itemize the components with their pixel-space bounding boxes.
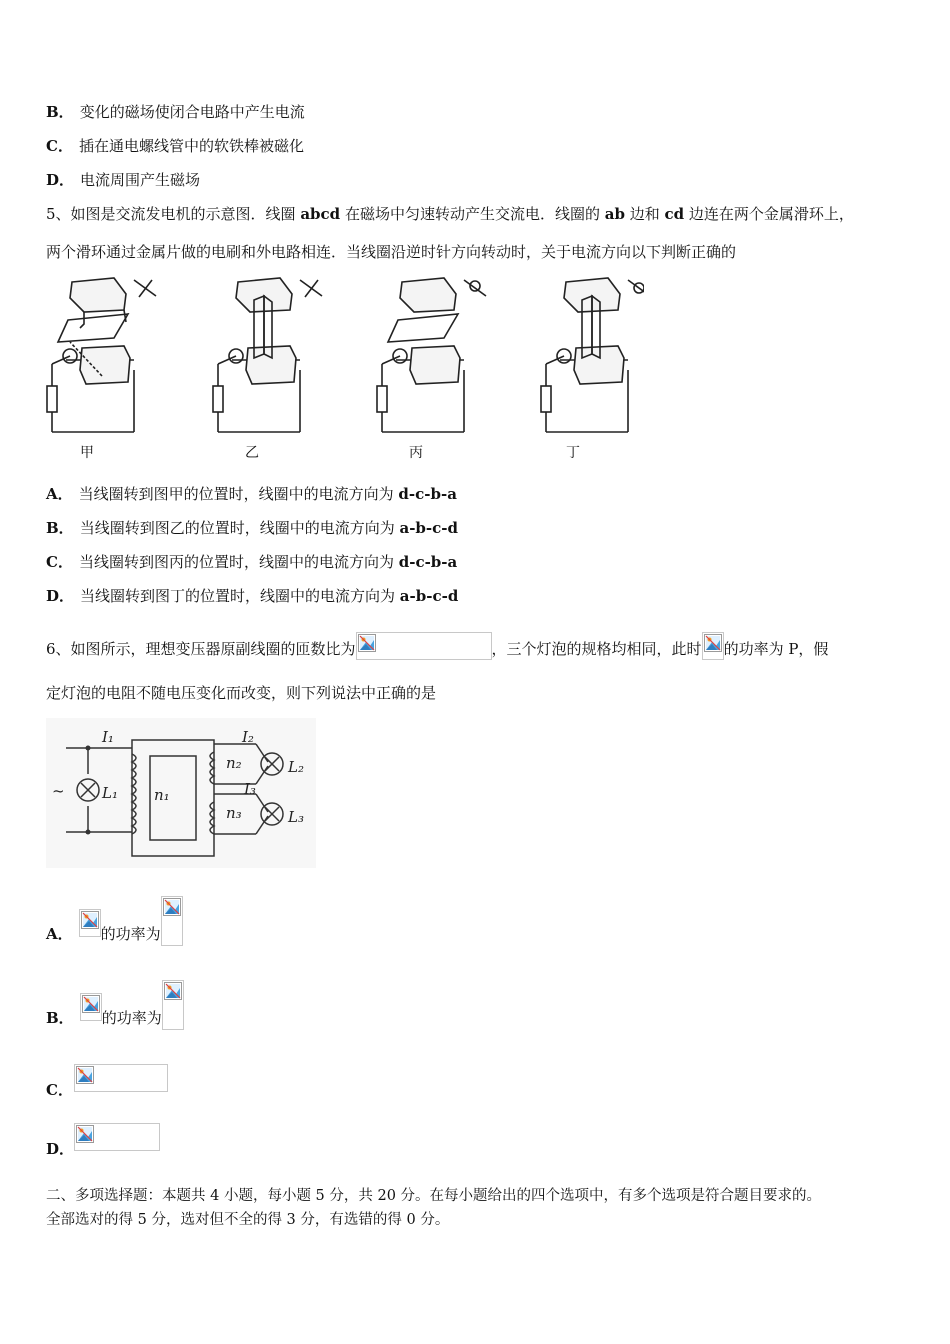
- turns-ratio-image: [356, 632, 492, 660]
- figure-label-bing: 丙: [409, 445, 423, 461]
- option-c-image: [74, 1064, 168, 1092]
- generator-panel-yi: [213, 278, 322, 432]
- generator-panel-ding: [541, 278, 644, 432]
- lamp-symbol-image: [702, 632, 724, 660]
- broken-image-icon: [76, 1125, 94, 1143]
- label-ac-source: ~: [52, 782, 65, 800]
- q4-option-c: C． 插在通电螺线管中的软铁棒被磁化: [46, 137, 304, 155]
- q4-option-d: D． 电流周围产生磁场: [46, 171, 201, 189]
- q5-option-c: C． 当线圈转到图丙的位置时，线圈中的电流方向为 d-c-b-a: [46, 553, 458, 571]
- q5-stem-line1: 5、如图是交流发电机的示意图．线圈 abcd 在磁场中匀速转动产生交流电．线圈的 ab 边和 cd 边连在两个金属滑环上，: [46, 205, 854, 223]
- broken-image-icon: [164, 982, 182, 1000]
- figure-label-jia: 甲: [80, 445, 94, 461]
- option-b-value-image: [162, 980, 184, 1030]
- label-n3: n₃: [226, 804, 242, 822]
- q6-option-b: B． 的功率为: [46, 980, 184, 1032]
- figure-label-ding: 丁: [566, 445, 580, 461]
- broken-image-icon: [704, 634, 722, 652]
- broken-image-icon: [81, 911, 99, 929]
- option-a-lamp-image: [79, 909, 101, 937]
- q6-stem-line2: 定灯泡的电阻不随电压变化而改变，则下列说法中正确的是: [46, 684, 437, 702]
- option-b-lamp-image: [80, 993, 102, 1021]
- label-n1: n₁: [154, 786, 170, 804]
- label-i3: I₃: [244, 780, 256, 798]
- label-i1: I₁: [102, 728, 114, 746]
- label-l1: L₁: [102, 784, 118, 802]
- q4-option-b: B． 变化的磁场使闭合电路中产生电流: [46, 103, 305, 121]
- broken-image-icon: [163, 898, 181, 916]
- label-i2: I₂: [242, 728, 254, 746]
- figure-label-yi: 乙: [245, 445, 259, 461]
- transformer-circuit: [46, 718, 316, 868]
- broken-image-icon: [76, 1066, 94, 1084]
- q5-option-b: B． 当线圈转到图乙的位置时，线圈中的电流方向为 a-b-c-d: [46, 519, 458, 537]
- option-a-value-image: [161, 896, 183, 946]
- generator-panel-bing: [377, 278, 486, 432]
- label-l3: L₃: [288, 808, 304, 826]
- broken-image-icon: [82, 995, 100, 1013]
- label-n2: n₂: [226, 754, 242, 772]
- q5-stem-line2: 两个滑环通过金属片做的电刷和外电路相连．当线圈沿逆时针方向转动时，关于电流方向以下判断正确的: [46, 243, 737, 261]
- generator-panel-jia: [47, 278, 156, 432]
- q5-option-d: D． 当线圈转到图丁的位置时，线圈中的电流方向为 a-b-c-d: [46, 587, 459, 605]
- q6-stem-line1: 6、如图所示，理想变压器原副线圈的匝数比为 ，三个灯泡的规格均相同，此时 的功率为 P，假: [46, 632, 828, 660]
- option-d-image: [74, 1123, 160, 1151]
- label-l2: L₂: [288, 758, 304, 776]
- broken-image-icon: [358, 634, 376, 652]
- q6-option-a: A． 的功率为: [46, 896, 183, 948]
- generator-figure: [44, 272, 644, 468]
- q5-option-a: A． 当线圈转到图甲的位置时，线圈中的电流方向为 d-c-b-a: [46, 485, 457, 503]
- section2-line1: 二、多项选择题：本题共 4 小题，每小题 5 分，共 20 分。在每小题给出的四个选项中，有多个选项是符合题目要求的。: [46, 1188, 822, 1204]
- section2-line2: 全部选对的得 5 分，选对但不全的得 3 分，有选错的得 0 分。: [46, 1212, 450, 1228]
